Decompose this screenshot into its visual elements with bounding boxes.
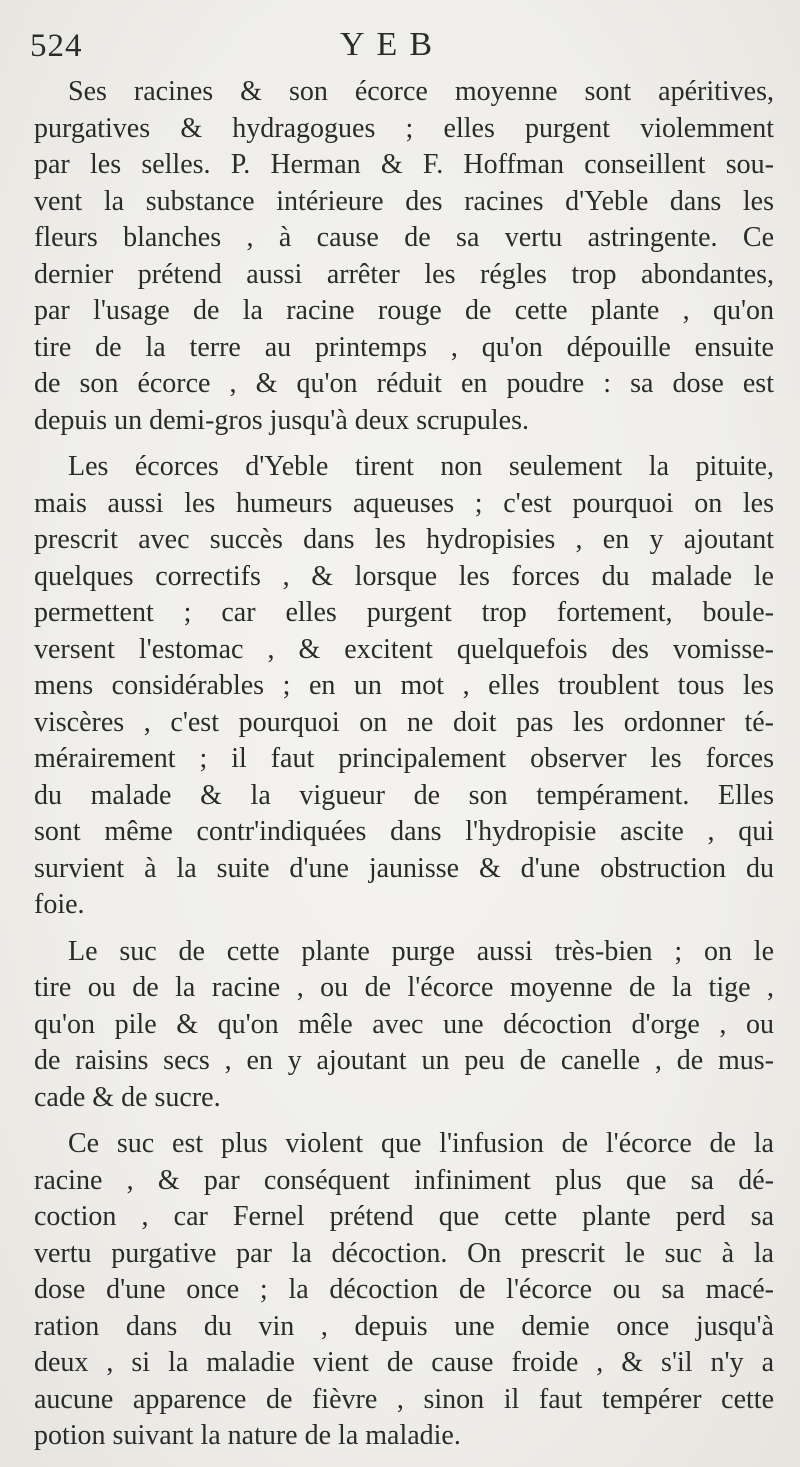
text-line: par l'usage de la racine rouge de cette plante , qu'on	[34, 295, 774, 326]
text-line: coction , car Fernel prétend que cette plante perd sa	[34, 1201, 774, 1232]
text-line: qu'on pile & qu'on mêle avec une décoction d'orge , ou	[34, 1008, 774, 1040]
text-line: tire ou de la racine , ou de l'écorce moyenne de la tige ,	[34, 972, 774, 1003]
text-line: du malade & la vigueur de son tempérament. Elles	[34, 779, 774, 811]
text-line: permettent ; car elles purgent trop fortement, boule-	[34, 597, 774, 628]
text-line: cade & de sucre.	[34, 1081, 221, 1113]
text-line: de raisins secs , en y ajoutant un peu de canelle , de mus-	[34, 1045, 774, 1076]
paragraph	[34, 74, 774, 439]
running-head: YEB	[340, 26, 444, 63]
text-line: par les selles. P. Herman & F. Hoffman conseillent sou-	[34, 149, 774, 180]
text-line: vertu purgative par la décoction. On prescrit le suc à la	[34, 1237, 774, 1269]
text-line: survient à la suite d'une jaunisse & d'une obstruction du	[34, 852, 774, 884]
text-line: Ce suc est plus violent que l'infusion de l'écorce de la	[68, 1128, 774, 1159]
text-line: fleurs blanches , à cause de sa vertu astringente. Ce	[34, 222, 774, 253]
text-line: dernier prétend aussi arrêter les régles trop abondantes,	[34, 258, 774, 290]
text-line: Ses racines & son écorce moyenne sont apéritives,	[68, 76, 774, 107]
text-line: aucune apparence de fièvre , sinon il faut tempérer cette	[34, 1383, 774, 1415]
text-line: ration dans du vin , depuis une demie once jusqu'à	[34, 1310, 774, 1342]
text-line: purgatives & hydragogues ; elles purgent violemment	[34, 112, 774, 144]
text-line: prescrit avec succès dans les hydropisies , en y ajoutant	[34, 524, 774, 555]
text-line: potion suivant la nature de la maladie.	[34, 1420, 461, 1451]
text-line: depuis un demi-gros jusqu'à deux scrupules.	[34, 404, 529, 436]
text-line: viscères , c'est pourquoi on ne doit pas les ordonner té-	[34, 706, 774, 738]
text-line: foie.	[34, 889, 85, 920]
paragraph	[34, 449, 774, 924]
text-line: tire de la terre au printemps , qu'on dépouille ensuite	[34, 331, 774, 363]
text-line: deux , si la maladie vient de cause froide , & s'il n'y a	[34, 1347, 774, 1378]
text-line: mens considérables ; en un mot , elles troublent tous les	[34, 670, 774, 701]
text-line: dose d'une once ; la décoction de l'écorce ou sa macé-	[34, 1274, 774, 1305]
text-line: Les écorces d'Yeble tirent non seulement la pituite,	[68, 451, 774, 482]
body-text	[34, 74, 774, 1465]
text-line: vent la substance intérieure des racines d'Yeble dans les	[34, 185, 774, 217]
text-line: sont même contr'indiquées dans l'hydropisie ascite , qui	[34, 816, 774, 847]
paragraph	[34, 934, 774, 1117]
text-line: versent l'estomac , & excitent quelquefois des vomisse-	[34, 633, 774, 665]
text-line: mais aussi les humeurs aqueuses ; c'est pourquoi on les	[34, 487, 774, 519]
text-line: mérairement ; il faut principalement observer les forces	[34, 743, 774, 774]
text-line: quelques correctifs , & lorsque les forces du malade le	[34, 560, 774, 592]
text-line: racine , & par conséquent infiniment plus que sa dé-	[34, 1164, 774, 1196]
page-number: 524	[30, 28, 83, 64]
text-line: de son écorce , & qu'on réduit en poudre : sa dose est	[34, 368, 774, 399]
paragraph	[34, 1126, 774, 1455]
text-line: Le suc de cette plante purge aussi très-bien ; on le	[68, 935, 774, 967]
